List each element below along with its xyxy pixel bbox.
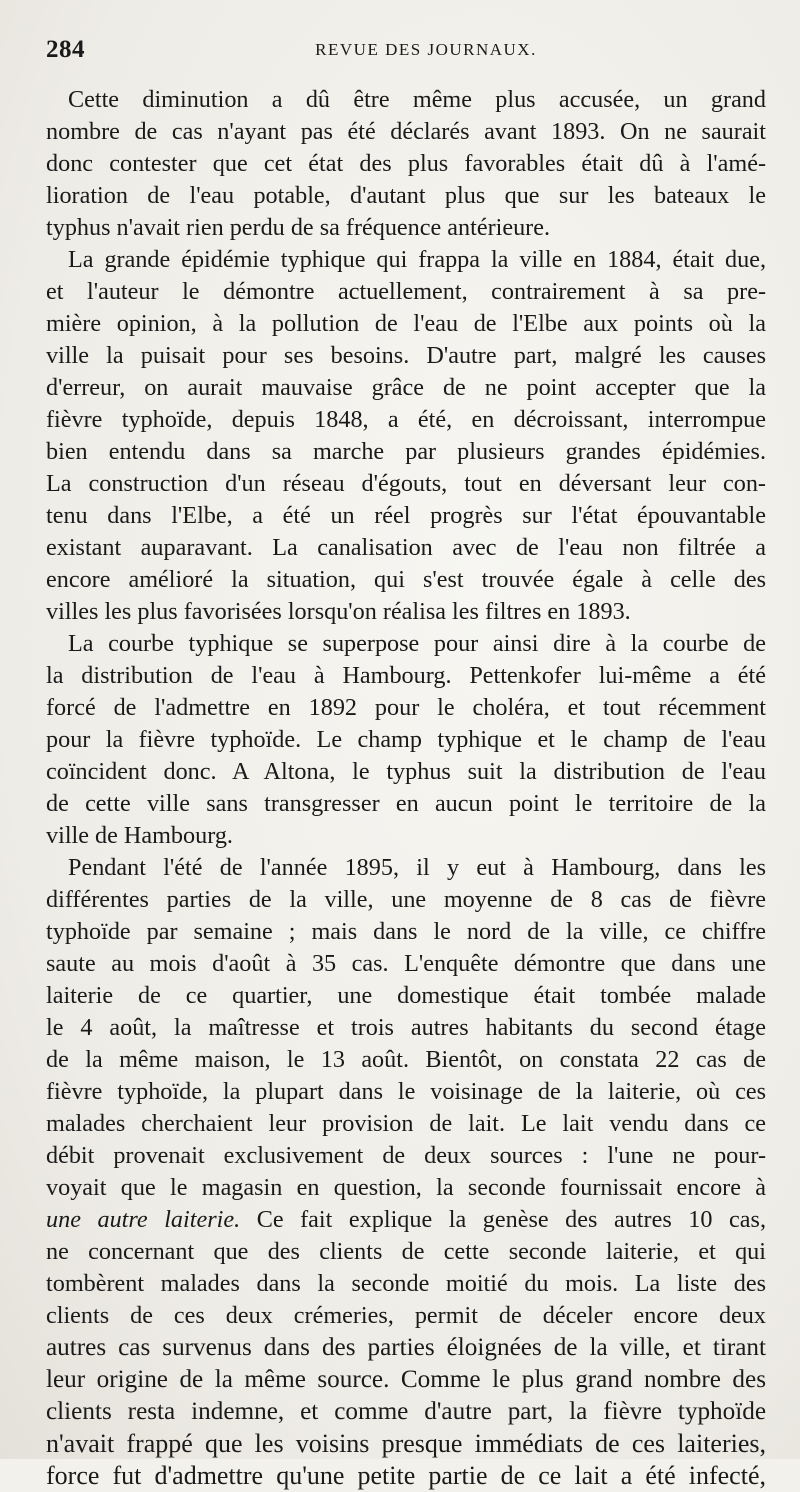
text-line: mière opinion, à la pollution de l'eau de l'Elbe aux points où la — [46, 310, 766, 337]
text-line: d'erreur, on aurait mauvaise grâce de ne point accepter que la — [46, 374, 766, 401]
text-line: bien entendu dans sa marche par plusieurs grandes épidémies. — [46, 438, 766, 465]
text-line: typhus n'avait rien perdu de sa fréquence antérieure. — [46, 214, 551, 241]
running-head: REVUE DES JOURNAUX. — [315, 40, 537, 59]
text-line: pour la fièvre typhoïde. Le champ typhique et le champ de l'eau — [46, 726, 766, 753]
text-line: fièvre typhoïde, la plupart dans le voisinage de la laiterie, où ces — [46, 1078, 766, 1105]
text-line: encore amélioré la situation, qui s'est trouvée égale à celle des — [46, 566, 766, 593]
text-line: de cette ville sans transgresser en aucun point le territoire de la — [46, 790, 766, 817]
text-line: La construction d'un réseau d'égouts, tout en déversant leur con- — [46, 470, 766, 497]
text-line: ville la puisait pour ses besoins. D'autre part, malgré les causes — [46, 342, 766, 369]
text-line: Cette diminution a dû être même plus accusée, un grand — [68, 86, 766, 113]
text-line: Pendant l'été de l'année 1895, il y eut à Hambourg, dans les — [68, 854, 766, 881]
text-line: ne concernant que des clients de cette seconde laiterie, et qui — [46, 1238, 766, 1265]
text-line: le 4 août, la maîtresse et trois autres habitants du second étage — [46, 1014, 766, 1041]
text-line: saute au mois d'août à 35 cas. L'enquête démontre que dans une — [46, 950, 766, 977]
text-line-rest: Ce fait explique la genèse des autres 10 cas, — [240, 1206, 766, 1233]
body-text — [46, 84, 766, 1492]
text-line: La grande épidémie typhique qui frappa la ville en 1884, était due, — [68, 246, 766, 273]
text-line: la distribution de l'eau à Hambourg. Pettenkofer lui-même a été — [46, 662, 766, 689]
text-line: fièvre typhoïde, depuis 1848, a été, en décroissant, interrompue — [46, 406, 766, 433]
text-line: ville de Hambourg. — [46, 822, 233, 849]
text-line: n'avait frappé que les voisins presque immédiats de ces laiteries, — [46, 1429, 766, 1458]
text-line: force fut d'admettre qu'une petite partie de ce lait a été infecté, — [46, 1461, 766, 1490]
page-header — [46, 36, 766, 70]
text-line: clients de ces deux crémeries, permit de déceler encore deux — [46, 1302, 766, 1329]
text-line: La courbe typhique se superpose pour ainsi dire à la courbe de — [68, 630, 766, 657]
text-line: clients resta indemne, et comme d'autre part, la fièvre typhoïde — [46, 1398, 766, 1425]
text-line: et l'auteur le démontre actuellement, contrairement à sa pre- — [46, 278, 766, 305]
text-line: leur origine de la même source. Comme le plus grand nombre des — [46, 1366, 766, 1393]
text-line: autres cas survenus dans des parties éloignées de la ville, et tirant — [46, 1334, 766, 1361]
text-line: coïncident donc. A Altona, le typhus suit la distribution de l'eau — [46, 758, 766, 785]
text-line: donc contester que cet état des plus favorables était dû à l'amé- — [46, 150, 766, 177]
text-line: tombèrent malades dans la seconde moitié du mois. La liste des — [46, 1270, 766, 1297]
text-line: voyait que le magasin en question, la seconde fournissait encore à — [46, 1174, 766, 1201]
text-line: laiterie de ce quartier, une domestique était tombée malade — [46, 982, 766, 1009]
text-line: typhoïde par semaine ; mais dans le nord de la ville, ce chiffre — [46, 918, 766, 945]
text-line: nombre de cas n'ayant pas été déclarés avant 1893. On ne saurait — [46, 118, 766, 145]
text-line: différentes parties de la ville, une moyenne de 8 cas de fièvre — [46, 886, 766, 913]
text-line: de la même maison, le 13 août. Bientôt, on constata 22 cas de — [46, 1046, 766, 1073]
text-line: lioration de l'eau potable, d'autant plus que sur les bateaux le — [46, 182, 766, 209]
text-line: existant auparavant. La canalisation avec de l'eau non filtrée a — [46, 534, 766, 561]
text-line-with-italic — [46, 1204, 766, 1236]
text-line: débit provenait exclusivement de deux sources : l'une ne pour- — [46, 1142, 766, 1169]
text-line: malades cherchaient leur provision de lait. Le lait vendu dans ce — [46, 1110, 766, 1137]
text-line: tenu dans l'Elbe, a été un réel progrès sur l'état épouvantable — [46, 502, 766, 529]
italic-phrase: une autre laiterie. — [46, 1206, 241, 1233]
page-number: 284 — [46, 36, 85, 63]
text-line: villes les plus favorisées lorsqu'on réalisa les filtres en 1893. — [46, 598, 631, 625]
text-line: forcé de l'admettre en 1892 pour le choléra, et tout récemment — [46, 694, 766, 721]
